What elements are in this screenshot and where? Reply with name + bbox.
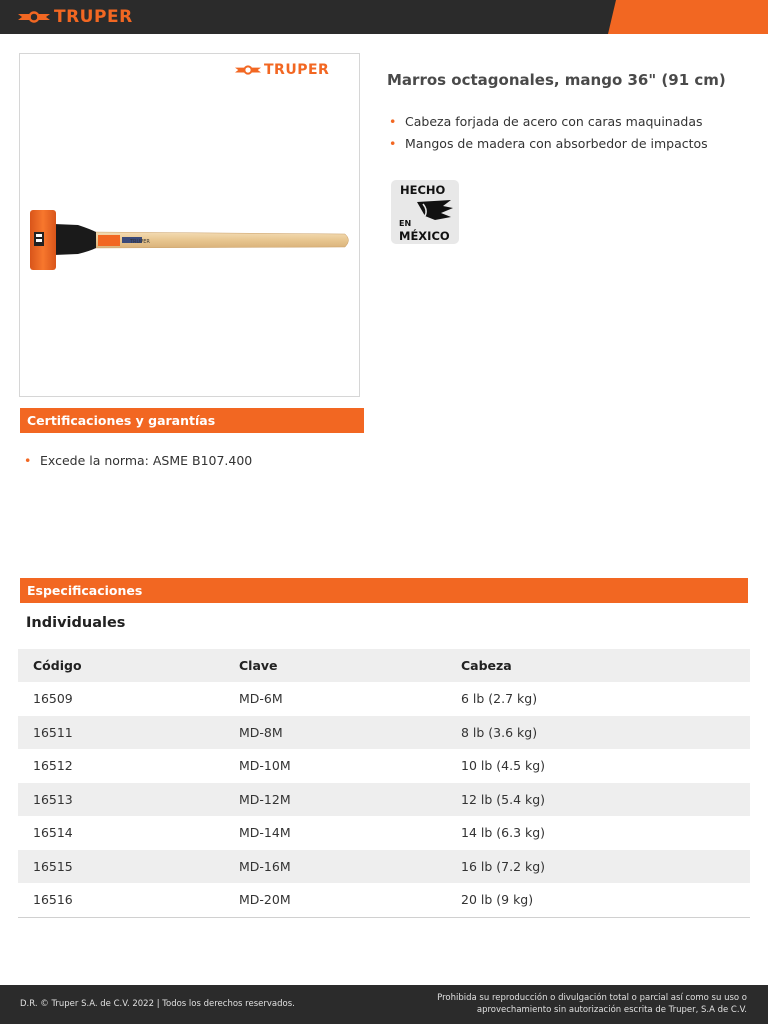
cell-codigo: 16516 [18,883,239,917]
cell-clave: MD-6M [239,691,283,707]
truper-logo[interactable] [18,7,133,27]
column-header-cabeza: Cabeza [461,649,750,682]
product-title: Marros octagonales, mango 36" (91 cm) [387,71,726,89]
badge-line2: EN [399,219,412,228]
certifications-heading: Certificaciones y garantías [20,408,364,433]
product-image-frame [19,53,360,397]
cell-codigo: 16512 [33,758,73,774]
hecho-en-mexico-badge [391,180,459,244]
cell-cabeza: 10 lb (4.5 kg) [461,758,546,774]
feature-list [389,113,708,157]
truper-wing-icon [18,10,50,24]
cell-clave: MD-16M [239,850,461,884]
header-accent-stripe [608,0,768,34]
badge-line1: HECHO [400,183,446,197]
top-header-bar [0,0,768,34]
table-row [18,816,750,850]
footer-legal-line1: Prohibida su reproducción o divulgación total o parcial así como su uso o [437,993,747,1003]
sledgehammer-icon [20,54,361,398]
cell-clave: MD-14M [239,825,291,841]
cell-codigo: 16514 [33,825,73,841]
cell-codigo: 16511 [18,716,239,750]
specifications-heading: Especificaciones [20,578,748,603]
cell-clave: MD-8M [239,716,461,750]
feature-item: • Cabeza forjada de acero con caras maquinadas [389,113,708,135]
table-row [18,749,750,783]
table-header-row [18,649,750,682]
product-truper-logo-text: TRUPER [264,62,330,78]
table-row [18,783,750,817]
cell-cabeza: 12 lb (5.4 kg) [461,783,750,817]
cell-clave: MD-12M [239,783,461,817]
table-row [18,716,750,750]
cell-cabeza: 14 lb (6.3 kg) [461,825,546,841]
footer-bar [0,985,768,1024]
svg-text:TRUPER: TRUPER [130,239,150,245]
badge-line3: MÉXICO [399,229,450,243]
feature-item: • Mangos de madera con absorbedor de impactos [389,135,708,157]
cell-codigo: 16513 [18,783,239,817]
footer-legal-line2: aprovechamiento sin autorización escrita de Truper, S.A de C.V. [476,1004,747,1015]
column-header-clave: Clave [239,649,461,682]
footer-legal-notice [437,993,747,1016]
cell-cabeza: 16 lb (7.2 kg) [461,850,750,884]
column-header-codigo: Código [18,649,239,682]
cell-cabeza: 20 lb (9 kg) [461,883,750,917]
certifications-list [24,452,252,470]
certification-item: • Excede la norma: ASME B107.400 [24,452,252,470]
cell-clave: MD-10M [239,758,291,774]
cell-cabeza: 8 lb (3.6 kg) [461,716,750,750]
specifications-table [18,649,750,918]
table-row [18,850,750,884]
specs-subheading: Individuales [26,615,126,631]
cell-codigo: 16509 [33,691,73,707]
table-row [18,883,750,917]
footer-copyright: D.R. © Truper S.A. de C.V. 2022 | Todos los derechos reservados. [20,999,295,1009]
cell-cabeza: 6 lb (2.7 kg) [461,691,538,707]
eagle-icon [417,200,453,220]
cell-codigo: 16515 [18,850,239,884]
cell-clave: MD-20M [239,883,461,917]
truper-logo-text: TRUPER [54,7,133,27]
table-row [18,682,750,716]
